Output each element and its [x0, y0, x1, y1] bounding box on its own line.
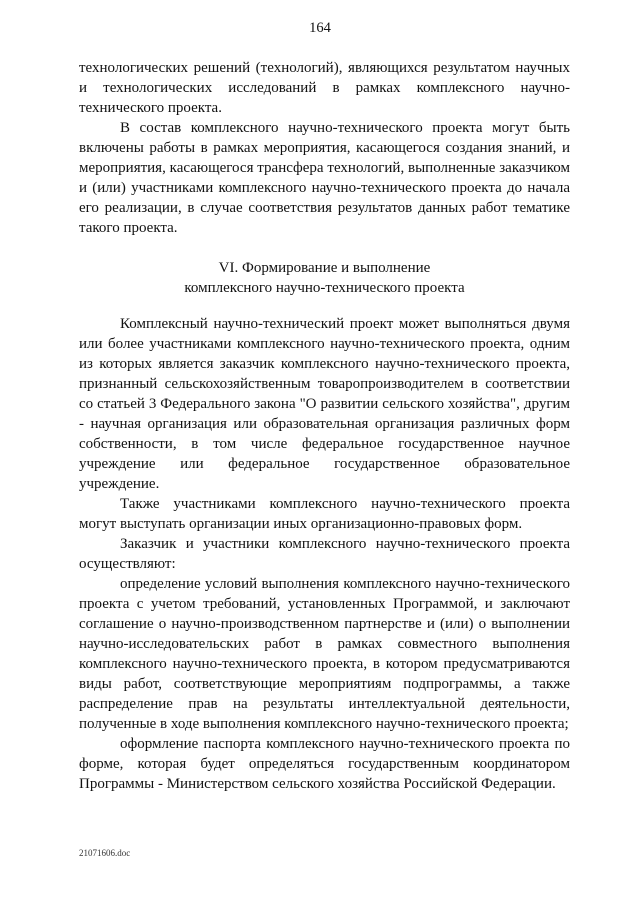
paragraph-conditions: определение условий выполнения комплексного научно-технического проекта с учетом требований, установленных Программой, и заключают соглашение о научно-производственном партнерстве и (или) о выполнении научно-исследовательских работ в рамках совместного выполнения комплексного научно-технического проекта, в котором предусматриваются виды работ, соответствующие мероприятиям подпрограммы, а также распределение прав на результаты интеллектуальной деятельности, полученные в ходе выполнения комплексного научно-технического проекта; [79, 576, 570, 732]
section-heading-line-1: VI. Формирование и выполнение [218, 260, 431, 276]
section-heading [79, 258, 570, 298]
paragraph-passport: оформление паспорта комплексного научно-технического проекта по форме, которая будет определяться государственным координатором Программы - Министерством сельского хозяйства Российской Федерации. [79, 736, 570, 792]
document-body [79, 58, 570, 794]
paragraph-participants: Комплексный научно-технический проект может выполняться двумя или более участниками комплексного научно-технического проекта, одним из которых является заказчик комплексного научно-технического проекта, признанный сельскохозяйственным товаропроизводителем в соответствии со статьей 3 Федерального закона "О развитии сельского хозяйства", другим - научная организация или образовательная организация различных форм собственности, в том числе федеральное государственное научное учреждение или федеральное государственное образовательное учреждение. [79, 316, 570, 492]
paragraph-other-organizations: Также участниками комплексного научно-технического проекта могут выступать организации иных организационно-правовых форм. [79, 496, 570, 532]
paragraph-continuation: технологических решений (технологий), являющихся результатом научных и технологических исследований в рамках комплексного научно-технического проекта. [79, 60, 570, 116]
page-number: 164 [309, 20, 331, 36]
paragraph-responsibilities-intro: Заказчик и участники комплексного научно-технического проекта осуществляют: [79, 536, 570, 572]
section-heading-line-2: комплексного научно-технического проекта [184, 280, 465, 296]
paragraph-project-scope: В состав комплексного научно-технического проекта могут быть включены работы в рамках мероприятия, касающегося создания знаний, и мероприятия, касающегося трансфера технологий, выполненные заказчиком и (или) участниками комплексного научно-технического проекта до начала его реализации, в случае соответствия результатов данных работ тематике такого проекта. [79, 120, 570, 236]
file-name-footer: 21071606.doc [79, 848, 131, 858]
